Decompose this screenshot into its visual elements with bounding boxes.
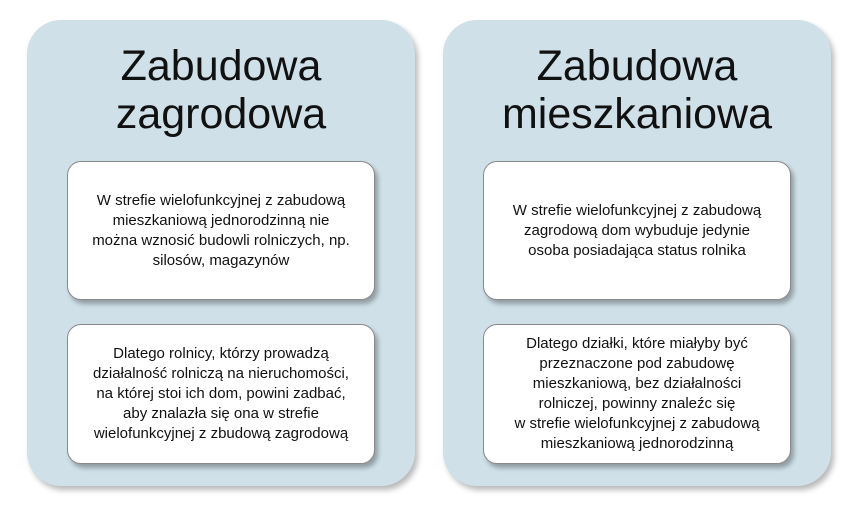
info-box-text: W strefie wielofunkcyjnej z zabudową mieszkaniową jednorodzinną nie można wznosić budowli rolniczych, np. silosów, magazynów <box>92 191 350 269</box>
info-box-bottom <box>67 324 375 464</box>
panel-zabudowa-mieszkaniowa <box>443 20 831 486</box>
info-box-top <box>67 161 375 300</box>
info-box-text: W strefie wielofunkcyjnej z zabudową zagrodową dom wybuduje jedynie osoba posiadająca status rolnika <box>512 201 762 259</box>
info-box-top <box>483 161 791 300</box>
info-box-text: Dlatego działki, które miałyby być przeznaczone pod zabudowę mieszkaniową, bez działalności rolniczej, powinny znaleźc się w strefie wielofunkcyjnej z zabudową mieszkaniową jednorodzinną <box>514 335 760 452</box>
info-box-bottom <box>483 324 791 464</box>
panel-zabudowa-zagrodowa <box>27 20 415 486</box>
panel-title: Zabudowa mieszkaniowa <box>501 42 773 138</box>
panel-title: Zabudowa zagrodowa <box>115 42 327 138</box>
info-box-text: Dlatego rolnicy, którzy prowadzą działalność rolniczą na nieruchomości, na której stoi ich dom, powini zadbać, aby znalazła się ona w strefie wielofunkcyjnej z zbudową zagrodową <box>93 345 349 442</box>
